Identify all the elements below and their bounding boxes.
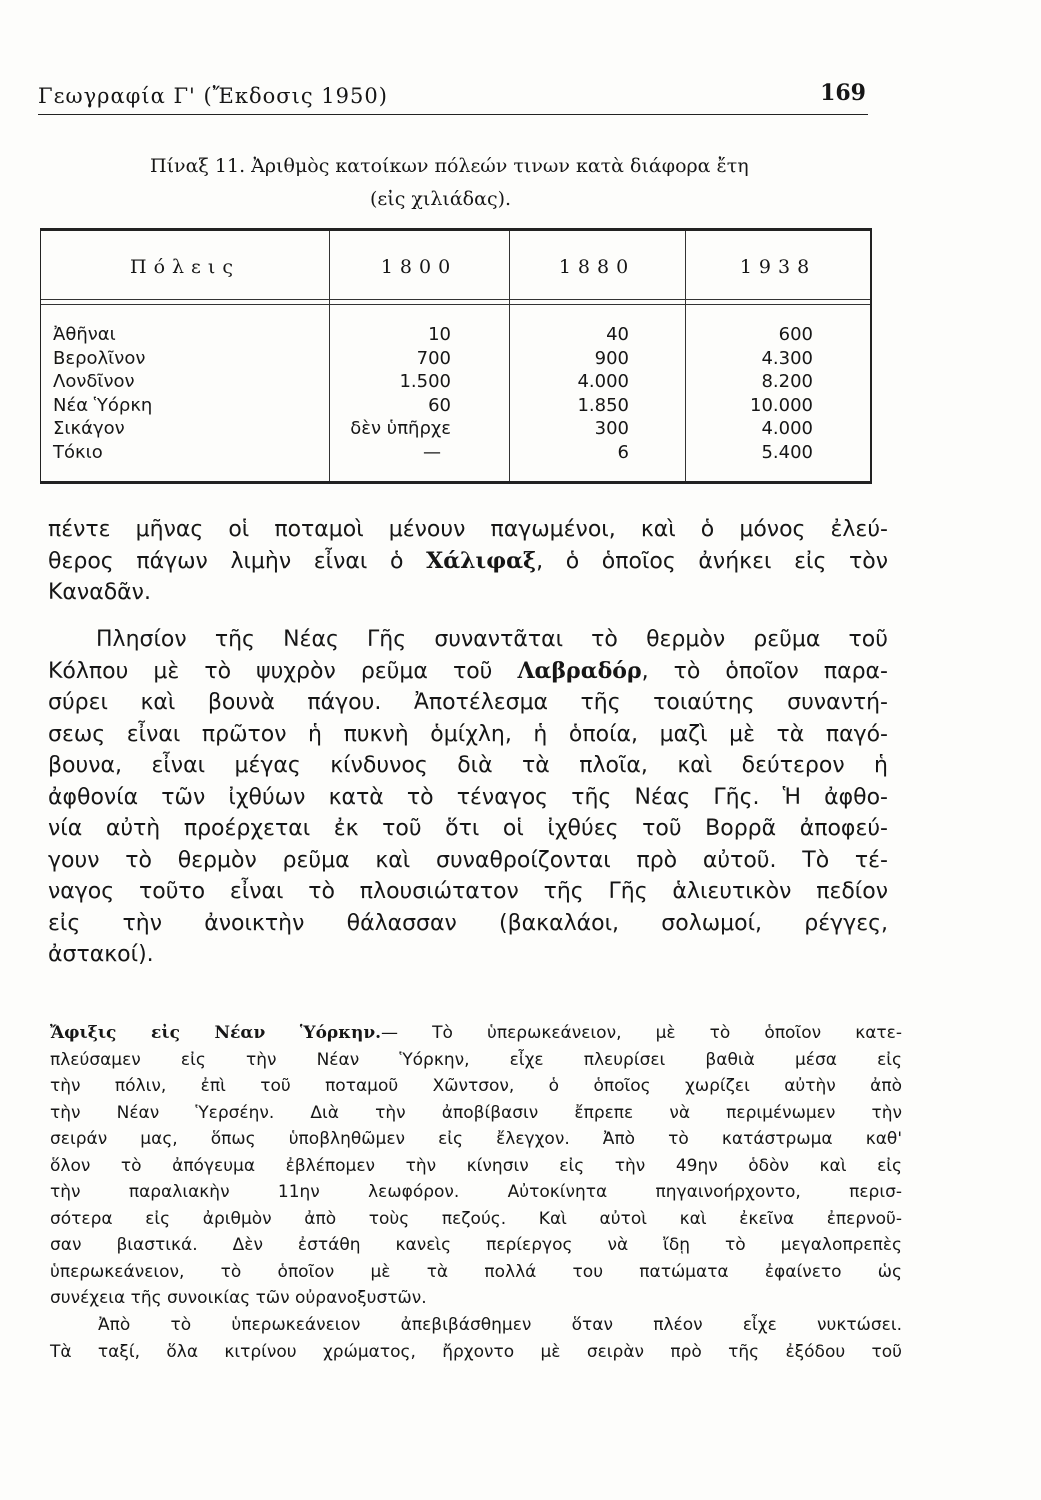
text-line: πλεύσαμεν εἰς τὴν Νέαν Ὑόρκην, εἶχε πλευρίσει βαθιὰ μέσα εἰς xyxy=(50,1049,902,1070)
text-line: ἀφθονία τῶν ἰχθύων κατὰ τὸ τέναγος τῆς Νέας Γῆς. Ἡ ἀφθο- xyxy=(48,784,888,810)
column-1800 xyxy=(337,323,451,464)
text-line: Καναδᾶν. xyxy=(48,580,151,605)
city-name: Βερολῖνον xyxy=(53,347,146,369)
text-line: συνέχεια τῆς συνοικίας τῶν οὐρανοξυστῶν. xyxy=(50,1288,427,1308)
running-head xyxy=(38,78,868,115)
header-rule xyxy=(41,304,870,305)
header-rule xyxy=(41,299,870,300)
paragraph-gulf-stream xyxy=(48,624,888,971)
cell-1800: δὲν ὑπῆρχε xyxy=(350,418,451,439)
text-line: ἀστακοί). xyxy=(48,942,154,967)
text-line: πέντε μῆνας οἱ ποταμοὶ μένουν παγωμένοι, καὶ ὁ μόνος ἐλεύ- xyxy=(48,517,888,542)
city-name: Ἀθῆναι xyxy=(53,324,116,345)
text-run: Κόλπου μὲ τὸ ψυχρὸν ρεῦμα τοῦ xyxy=(48,658,493,684)
cell-1880: 4.000 xyxy=(577,371,629,392)
cell-1880: 900 xyxy=(594,347,629,369)
running-title: Γεωγραφία Γ' (Ἔκδοσις 1950) xyxy=(38,84,388,108)
header-1880: 1880 xyxy=(558,256,636,278)
text-line: σότερα εἰς ἀριθμὸν ἀπὸ τοὺς πεζούς. Καὶ αὐτοὶ καὶ ἐκεῖνα ἐπερνοῦ- xyxy=(50,1208,902,1229)
city-name: Τόκιο xyxy=(53,441,103,463)
text-line: σύρει καὶ βουνὰ πάγου. Ἀποτέλεσμα τῆς τοιαύτης συναντή- xyxy=(48,690,888,715)
term-labrador: Λαβραδόρ xyxy=(517,657,642,684)
paragraph-disembark xyxy=(50,1312,902,1365)
column-1880 xyxy=(517,323,629,464)
text-line: ὑπερωκεάνειον, τὸ ὁποῖον μὲ τὰ πολλά του πατώματα ἐφαίνετο ὡς xyxy=(50,1261,902,1282)
cell-1880: 300 xyxy=(594,418,629,439)
text-line: σεως εἶναι πρῶτον ἡ πυκνὴ ὁμίχλη, ἡ ὁποία, μαζὶ μὲ τὰ παγό- xyxy=(48,721,888,747)
text-line: τὴν παραλιακὴν 11ην λεωφόρον. Αὐτοκίνητα πηγαινοήρχοντο, περισ- xyxy=(50,1182,902,1202)
cell-1800: 1.500 xyxy=(399,371,451,392)
text-run: , ὁ ὁποῖος ἀνήκει εἰς τὸν xyxy=(536,548,888,574)
page-number: 169 xyxy=(820,80,866,106)
city-name: Νέα Ὑόρκη xyxy=(53,394,153,416)
population-table xyxy=(40,228,872,484)
cell-1938: 4.000 xyxy=(761,418,813,439)
cities-column xyxy=(53,323,152,464)
term-halifax: Χάλιφαξ xyxy=(426,547,537,574)
text-line xyxy=(50,1020,902,1047)
paragraph-ice-months xyxy=(48,514,888,609)
text-line: ὅλον τὸ ἀπόγευμα ἐβλέπομεν τὴν κίνησιν εἰς τὴν 49ην ὁδὸν καὶ εἰς xyxy=(50,1155,902,1176)
text-line: σειράν μας, ὅπως ὑποβληθῶμεν εἰς ἔλεγχον. Ἀπὸ τὸ κατάστρωμα καθ' xyxy=(50,1129,902,1149)
column-1938 xyxy=(693,323,813,464)
text-run: — Τὸ ὑπερωκεάνειον, μὲ τὸ ὁποῖον κατε- xyxy=(381,1023,902,1043)
paragraph-arrival-new-york xyxy=(50,1020,902,1312)
run-in-heading: Ἄφιξις εἰς Νέαν Ὑόρκην. xyxy=(50,1023,382,1043)
cell-1800: 700 xyxy=(416,347,451,369)
cell-1800: 60 xyxy=(428,394,451,416)
text-line: Τὰ ταξί, ὅλα κιτρίνου χρώματος, ἤρχοντο μὲ σειρὰν πρὸ τῆς ἐξόδου τοῦ xyxy=(50,1341,902,1362)
cell-1938: 4.300 xyxy=(761,347,813,369)
text-line xyxy=(48,546,888,578)
text-line: γουν τὸ θερμὸν ρεῦμα καὶ συναθροίζονται πρὸ αὐτοῦ. Τὸ τέ- xyxy=(48,847,888,873)
text-line: εἰς τὴν ἀνοικτὴν θάλασσαν (βακαλάοι, σολωμοί, ρέγγες, xyxy=(48,910,888,936)
text-run: θερος πάγων λιμὴν εἶναι ὁ xyxy=(48,548,404,574)
text-run: , τὸ ὁποῖον παρα- xyxy=(641,658,888,684)
cell-1938: 600 xyxy=(778,324,813,345)
text-line: τὴν Νέαν Ὑερσέην. Διὰ τὴν ἀποβίβασιν ἔπρεπε νὰ περιμένωμεν τὴν xyxy=(50,1102,902,1123)
header-1938: 1938 xyxy=(739,256,817,278)
cell-1800: — xyxy=(423,441,441,463)
table-caption xyxy=(150,150,850,216)
caption-line-2: (εἰς χιλιάδας). xyxy=(370,188,512,210)
city-name: Σικάγον xyxy=(53,418,125,439)
city-name: Λονδῖνον xyxy=(53,371,135,392)
cell-1880: 40 xyxy=(606,324,629,345)
cell-1938: 8.200 xyxy=(761,371,813,392)
text-line xyxy=(48,656,888,688)
cell-1880: 1.850 xyxy=(577,394,629,416)
cell-1880: 6 xyxy=(617,441,629,463)
text-line: ναγος τοῦτο εἶναι τὸ πλουσιώτατον τῆς Γῆς ἁλιευτικὸν πεδίον xyxy=(48,879,888,904)
text-line: τὴν πόλιν, ἐπὶ τοῦ ποταμοῦ Χῶντσον, ὁ ὁποῖος χωρίζει αὐτὴν ἀπὸ xyxy=(50,1076,902,1096)
text-line: Ἀπὸ τὸ ὑπερωκεάνειον ἀπεβιβάσθημεν ὅταν πλέον εἶχε νυκτώσει. xyxy=(98,1315,902,1335)
cell-1938: 5.400 xyxy=(761,441,813,463)
cell-1938: 10.000 xyxy=(750,394,813,416)
text-line: σαν βιαστικά. Δὲν ἐστάθη κανεὶς περίεργος νὰ ἴδῃ τὸ μεγαλοπρεπὲς xyxy=(50,1235,902,1255)
text-line: νία αὐτὴ προέρχεται ἐκ τοῦ ὅτι οἱ ἰχθύες τοῦ Βορρᾶ ἀποφεύ- xyxy=(48,816,888,841)
text-line: βουνα, εἶναι μέγας κίνδυνος διὰ τὰ πλοῖα, καὶ δεύτερον ἡ xyxy=(48,753,888,778)
header-cities: Πόλεις xyxy=(130,256,240,278)
text-line: Πλησίον τῆς Νέας Γῆς συναντᾶται τὸ θερμὸν ρεῦμα τοῦ xyxy=(96,627,888,652)
caption-line-1: Πίναξ 11. Ἀριθμὸς κατοίκων πόλεών τινων κατὰ διάφορα ἔτη xyxy=(150,155,749,177)
cell-1800: 10 xyxy=(428,324,451,345)
header-1800: 1800 xyxy=(380,256,458,278)
